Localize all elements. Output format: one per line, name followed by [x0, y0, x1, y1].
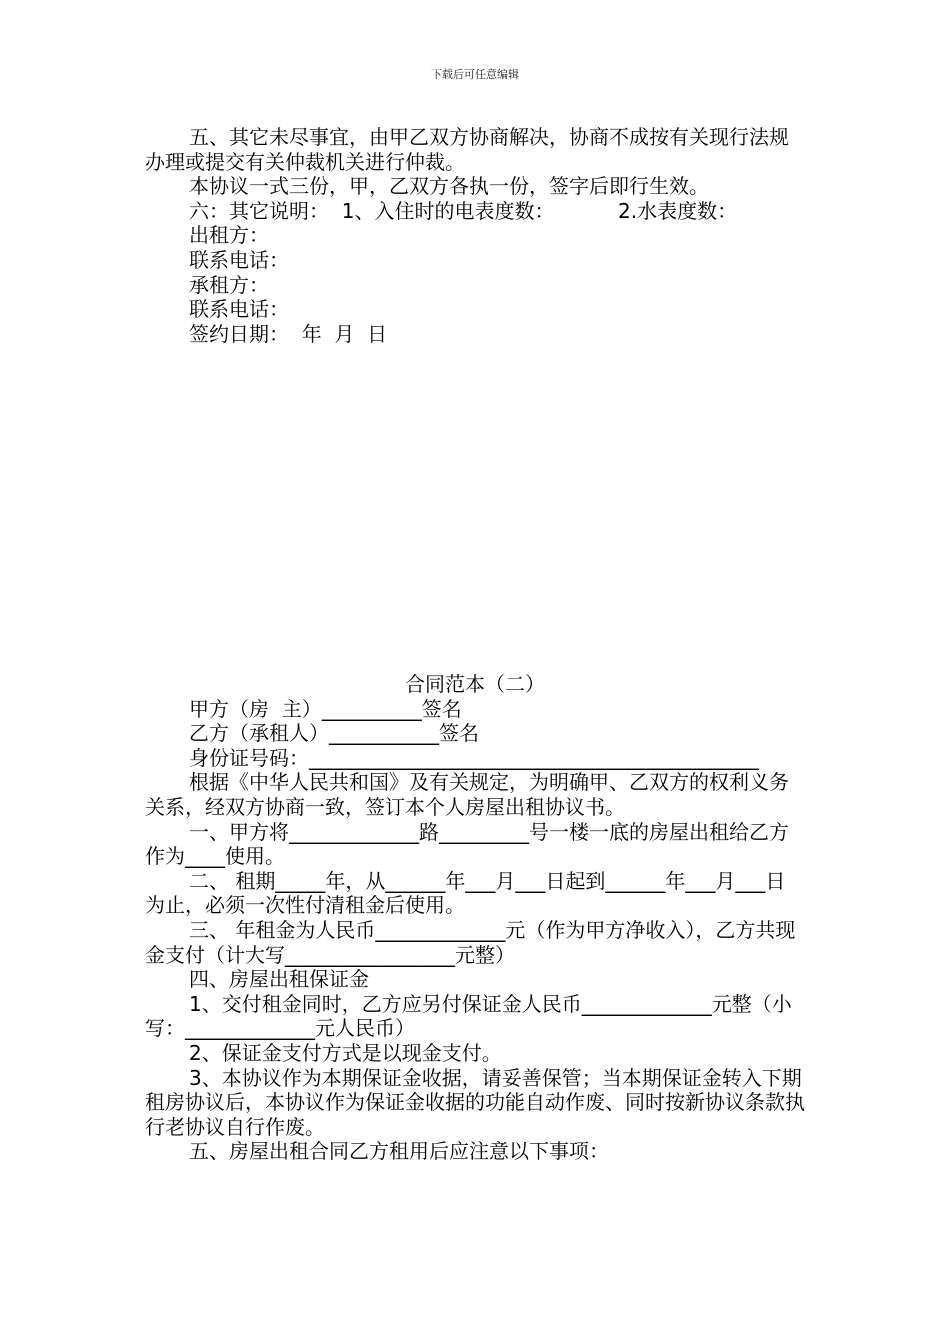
clause-4-deposit-heading: 四、房屋出租保证金 — [189, 967, 369, 992]
field-lessor-phone: 联系电话： — [189, 247, 289, 272]
field-lessor: 出租方： — [189, 223, 269, 248]
paragraph-other-matters: 五、其它未尽事宜，由甲乙双方协商解决，协商不成按有关现行法规办理或提交有关仲裁机关进行仲裁。 — [145, 125, 789, 174]
contract-title: 合同范本（二） — [405, 672, 545, 696]
field-lessee-phone: 联系电话： — [189, 297, 289, 322]
field-signing-date: 签约日期： 年 月 日 — [189, 321, 388, 346]
section-1 — [145, 125, 805, 346]
paragraph-copies: 本协议一式三份，甲，乙双方各执一份，签字后即行生效。 — [189, 174, 709, 199]
field-party-b: 乙方（承租人）___________签名 — [189, 721, 479, 746]
clause-2-term: 二、 租期_____年，从______年___月___日起到______年___月___日为止，必须一次性付清租金后使用。 — [145, 868, 786, 918]
clause-4-3-receipt: 3、本协议作为本期保证金收据，请妥善保管；当本期保证金转入下期租房协议后，本协议作为保证金收据的功能自动作废、同时按新协议条款执行老协议自行作废。 — [145, 1065, 805, 1139]
field-party-a: 甲方（房 主）__________签名 — [189, 696, 462, 721]
page-header-note: 下载后可任意编辑 — [431, 68, 519, 81]
clause-4-1-deposit-amount: 1、交付租金同时，乙方应另付保证金人民币_____________元整（小写：_____________元人民币） — [145, 991, 792, 1041]
field-id-number: 身份证号码：_____________________________________________ — [189, 745, 759, 770]
section-2 — [145, 672, 805, 1164]
clause-4-2-payment-method: 2、保证金支付方式是以现金支付。 — [189, 1040, 502, 1065]
clause-5-notes-heading: 五、房屋出租合同乙方租用后应注意以下事项： — [189, 1139, 609, 1164]
field-lessee: 承租方： — [189, 272, 269, 297]
paragraph-meter-readings: 六：其它说明： 1、入住时的电表度数： 2.水表度数： — [189, 198, 738, 223]
clause-3-rent: 三、 年租金为人民币_____________元（作为甲方净收入），乙方共现金支付（计大写_________________元整） — [145, 917, 796, 967]
paragraph-preamble: 根据《中华人民共和国》及有关规定，为明确甲、乙双方的权利义务关系，经双方协商一致，签订本个人房屋出租协议书。 — [145, 770, 789, 819]
clause-1-premises: 一、甲方将_____________路_________号一楼一底的房屋出租给乙方作为____使用。 — [145, 819, 789, 869]
